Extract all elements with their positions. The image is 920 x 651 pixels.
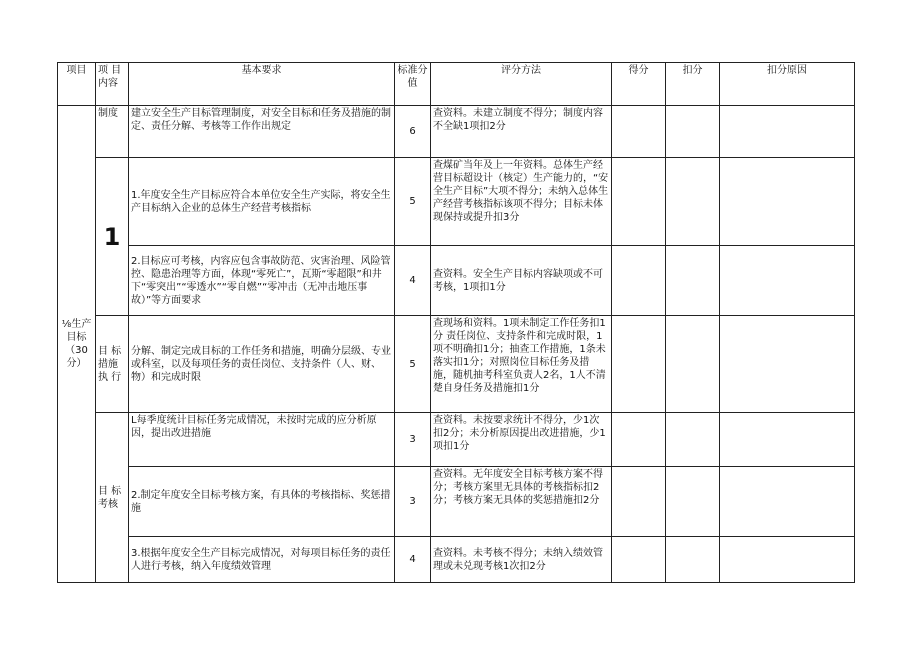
table-row [58, 413, 855, 467]
row-deduct [666, 537, 720, 583]
row-reason [720, 467, 855, 537]
header-deduction: 扣分 [666, 63, 720, 106]
row-requirement: 2.目标应可考核，内容应包含事故防范、灾害治理、风险管控、隐患治理等方面，体现“零死亡”，瓦斯“零超限”和井下“零突出”“零透水”“零自燃”“零冲击（无冲击地压事故）”等方面要求 [129, 246, 395, 316]
row-deduct [666, 467, 720, 537]
row-requirement: 3.根据年度安全生产目标完成情况，对每项目标任务的责任人进行考核，纳入年度绩效管理 [129, 537, 395, 583]
row-got [612, 106, 666, 158]
table-row [58, 467, 855, 537]
header-deduction-reason: 扣分原因 [720, 63, 855, 106]
header-row [58, 63, 855, 106]
group-zhidu: 制度 [96, 106, 129, 158]
row-deduct [666, 246, 720, 316]
row-requirement: 建立安全生产目标管理制度，对安全目标和任务及措施的制定、责任分解、考核等工作作出规定 [129, 106, 395, 158]
row-requirement: 1.年度安全生产目标应符合本单位安全生产实际，将安全生产目标纳入企业的总体生产经营考核指标 [129, 158, 395, 246]
row-score: 3 [395, 467, 431, 537]
row-score: 5 [395, 158, 431, 246]
row-reason [720, 106, 855, 158]
header-project: 项目 [58, 63, 96, 106]
row-got [612, 316, 666, 413]
table-row [58, 537, 855, 583]
header-basic-requirement: 基本要求 [129, 63, 395, 106]
header-scoring-method: 评分方法 [431, 63, 612, 106]
row-reason [720, 316, 855, 413]
row-reason [720, 246, 855, 316]
group-cuoshi: 目 标措施 执 行 [96, 316, 129, 413]
group-kaohe: 目 标考核 [96, 413, 129, 583]
row-reason [720, 537, 855, 583]
row-got [612, 158, 666, 246]
table-row [58, 158, 855, 246]
row-got [612, 246, 666, 316]
row-score: 5 [395, 316, 431, 413]
section-mark: 1 [103, 222, 121, 251]
row-got [612, 467, 666, 537]
row-deduct [666, 316, 720, 413]
row-method: 查资料。未按要求统计不得分，少1次扣2分；未分析原因提出改进措施，少1项扣1分 [431, 413, 612, 467]
group-goal-cell [96, 158, 129, 316]
section-cell [58, 106, 96, 583]
table-row [58, 316, 855, 413]
table-row [58, 106, 855, 158]
row-method: 查资料。安全生产目标内容缺项或不可考核，1项扣1分 [431, 246, 612, 316]
row-deduct [666, 158, 720, 246]
row-method: 查现场和资料。1项未制定工作任务扣1分 责任岗位、支持条件和完成时限，1项不明确扣1分；抽查工作措施，1条未落实扣1分；对照岗位目标任务及措施，随机抽考科室负责人2名，1人不清楚自身任务及措施扣1分 [431, 316, 612, 413]
row-reason [720, 413, 855, 467]
evaluation-table [57, 62, 855, 583]
row-requirement: 分解、制定完成目标的工作任务和措施，明确分层级、专业或科室，以及每项任务的责任岗位、支持条件（人、财、物）和完成时限 [129, 316, 395, 413]
header-standard-score: 标准分值 [395, 63, 431, 106]
row-deduct [666, 106, 720, 158]
row-method: 查资料。无年度安全目标考核方案不得分；考核方案里无具体的考核指标扣2分；考核方案无具体的奖惩措施扣2分 [431, 467, 612, 537]
row-score: 6 [395, 106, 431, 158]
row-method: 查煤矿当年及上一年资料。总体生产经营目标超设计（核定）生产能力的，“安全生产目标”大项不得分；未纳入总体生产经营考核指标该项不得分；目标未体现保持或提升扣3分 [431, 158, 612, 246]
table-row [58, 246, 855, 316]
row-score: 4 [395, 537, 431, 583]
row-deduct [666, 413, 720, 467]
row-method: 查资料。未考核不得分；未纳入绩效管理或未兑现考核1次扣2分 [431, 537, 612, 583]
header-score-got: 得分 [612, 63, 666, 106]
header-item: 项 目内容 [96, 63, 129, 106]
row-method: 查资料。未建立制度不得分；制度内容不全缺1项扣2分 [431, 106, 612, 158]
row-requirement: 2.制定年度安全目标考核方案，有具体的考核指标、奖惩措施 [129, 467, 395, 537]
row-score: 4 [395, 246, 431, 316]
row-got [612, 413, 666, 467]
row-got [612, 537, 666, 583]
row-requirement: L每季度统计目标任务完成情况，未按时完成的应分析原因，提出改进措施 [129, 413, 395, 467]
row-reason [720, 158, 855, 246]
row-score: 3 [395, 413, 431, 467]
section-label: ⅛生产目标（30分） [61, 319, 92, 369]
